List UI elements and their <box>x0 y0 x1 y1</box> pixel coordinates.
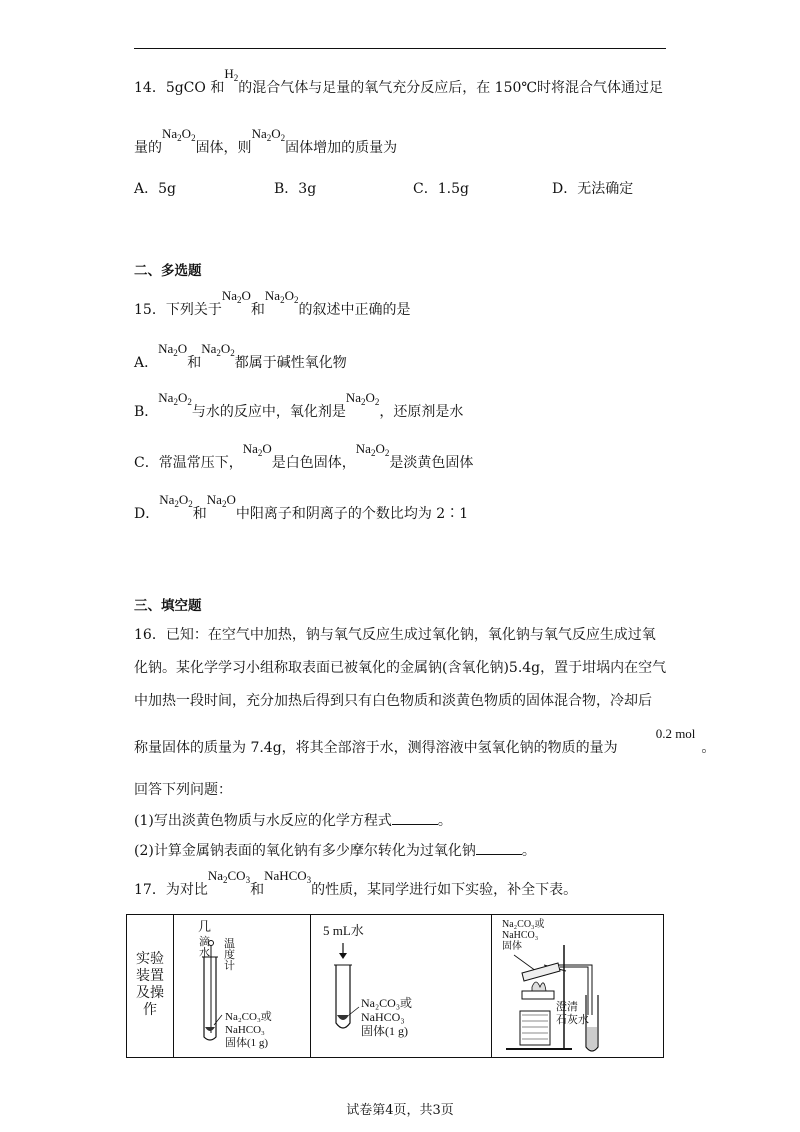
q14-option-b: B．3g <box>274 181 317 197</box>
page-footer: 试卷第4页，共3页 <box>346 1103 454 1118</box>
q16-line: 中加热一段时间，充分加热后得到只有白色物质和淡黄色物质的固体混合物，冷却后 <box>134 693 652 709</box>
answer-blank[interactable] <box>392 810 438 825</box>
formula-na2o2: $Na_2O_2$ <box>158 390 192 407</box>
q17-stem: 17．为对比$Na_2CO_3$和NaHCO$_3$的性质，某同学进行如下实验，补全下表。 <box>134 868 578 898</box>
q15-option-c: C．常温常压下，$Na_2O$是白色固体，$Na_2O_2$是淡黄色固体 <box>134 441 474 471</box>
q16-line: 称量固体的质量为 7.4g，将其全部溶于水，测得溶液中氢氧化钠的物质的量为0.2 mol。 <box>134 726 716 756</box>
answer-blank[interactable] <box>476 840 522 855</box>
q15-stem: 15．下列关于$Na_2O$和$Na_2O_2$的叙述中正确的是 <box>134 288 411 318</box>
formula-na2o: $Na_2O$ <box>158 341 188 358</box>
q14-option-a: A．5g <box>134 181 176 197</box>
q14-line2: 量的$Na_2O_2$固体，则$Na_2O_2$固体增加的质量为 <box>134 126 398 156</box>
formula-na2o2: $Na_2O_2$ <box>251 126 286 143</box>
mol-value: 0.2 mol <box>655 726 696 741</box>
experiment-table <box>126 914 664 1058</box>
formula-h2: $H_2$ <box>224 66 239 83</box>
formula-na2o2: $Na_2O_2$ <box>159 492 193 509</box>
q16-sub1: (1)写出淡黄色物质与水反应的化学方程式 。 <box>134 810 452 831</box>
apparatus-cell-water: 5 mL水 Na₂CO₃或 NaHCO₃ 固体(1 g) <box>311 915 492 1058</box>
section-title: 二、多选题 <box>134 263 202 279</box>
q15-option-d: D．$Na_2O_2$和$Na_2O$中阳离子和阴离子的个数比均为 2∶1 <box>134 492 469 522</box>
formula-na2o: $Na_2O$ <box>206 492 236 509</box>
q14-line1: 14．5gCO 和$H_2$的混合气体与足量的氧气充分反应后，在 150℃时将混合气体通过足 <box>134 66 664 96</box>
formula-na2o: $Na_2O$ <box>221 288 251 305</box>
apparatus-cell-thermometer: 几 滴 水 温 度 计 Na₂CO₃或 NaHCO₃ 固体(1 g) <box>174 915 311 1058</box>
q14-option-d: D．无法确定 <box>552 181 634 197</box>
table-label-cell: 实验 装置 及操 作 <box>127 915 174 1058</box>
heating-apparatus-figure <box>492 915 668 1059</box>
formula-na2o2: $Na_2O_2$ <box>162 126 196 143</box>
formula-na2co3: $Na_2CO_3$ <box>207 868 251 885</box>
section-title: 三、填空题 <box>134 598 202 614</box>
q15-option-a: A．$Na_2O$和$Na_2O_2$都属于碱性氧化物 <box>134 341 347 371</box>
formula-na2o2: $Na_2O_2$ <box>355 441 390 458</box>
apparatus-cell-heating: Na₂CO₃或 NaHCO₃ 固体 澄清 石灰水 <box>492 915 664 1058</box>
q16-line: 回答下列问题： <box>134 782 232 798</box>
formula-na2o2: $Na_2O_2$ <box>345 390 380 407</box>
formula-na2o: $Na_2O$ <box>242 441 272 458</box>
formula-na2o2: $Na_2O_2$ <box>201 341 235 358</box>
formula-nahco3: NaHCO$_3$ <box>264 868 312 885</box>
q15-option-b: B．$Na_2O_2$与水的反应中，氧化剂是$Na_2O_2$，还原剂是水 <box>134 390 464 420</box>
formula-na2o2: $Na_2O_2$ <box>264 288 299 305</box>
q16-line: 化钠。某化学学习小组称取表面已被氧化的金属钠(含氧化钠)5.4g，置于坩埚内在空气 <box>134 660 667 676</box>
header-rule <box>134 48 666 49</box>
q14-option-c: C．1.5g <box>413 181 469 197</box>
q16-sub2: (2)计算金属钠表面的氧化钠有多少摩尔转化为过氧化钠 。 <box>134 840 536 861</box>
q16-line: 16．已知：在空气中加热，钠与氧气反应生成过氧化钠，氧化钠与氧气反应生成过氧 <box>134 627 656 643</box>
